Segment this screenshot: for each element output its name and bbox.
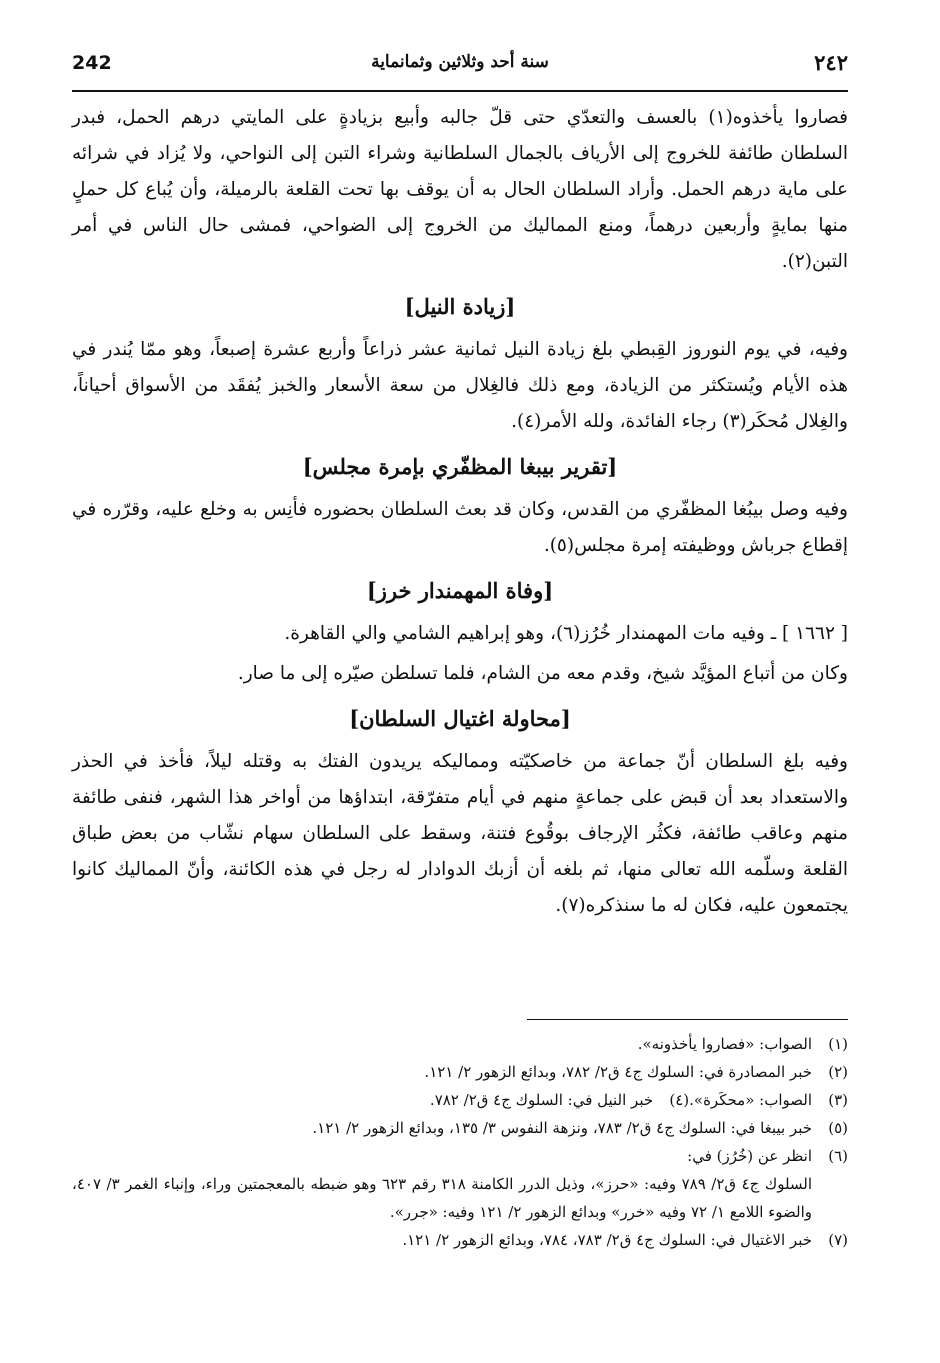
footnote-number: (٥) <box>828 1119 848 1137</box>
page-number-latin: 242 <box>72 52 112 74</box>
footnote-text: الصواب: «محكَرة». <box>689 1091 812 1109</box>
khurz-paragraph: وكان من أتباع المؤيَّد شيخ، وقدم معه من الشام، فلما تسلطن صيّره إلى ما صار. <box>237 663 848 684</box>
heading-nile: [زيادة النيل] <box>404 294 516 319</box>
footnote-number: (٢) <box>828 1063 848 1081</box>
baybugha-paragraph: وفيه وصل بيبُغا المظفّري من القدس، وكان قد بعث السلطان بحضوره فأنِس به وخلع عليه، وقرّره في إقطاع جرباش ووظيفته إمرة مجلس(٥). <box>72 499 848 556</box>
footnote-text: خبر المصادرة في: السلوك ج٤ ق٢/ ٧٨٢، وبدائع الزهور ٢/ ١٢١. <box>424 1063 812 1081</box>
main-text <box>72 100 848 924</box>
page-number-arabic: ٢٤٢ <box>814 50 848 75</box>
footnote-7 <box>72 1226 848 1254</box>
header-rule <box>72 90 848 92</box>
footnotes <box>72 1030 848 1254</box>
footnote-text: انظر عن (خُرُز) في: <box>687 1147 812 1165</box>
khurz-entry: [ ١٦٦٢ ] ـ وفيه مات المهمندار خُرُز(٦)، وهو إبراهيم الشامي والي القاهرة. <box>284 623 848 644</box>
footnote-number: (٣) <box>828 1091 848 1109</box>
footnote-text: خبر بيبغا في: السلوك ج٤ ق٢/ ٧٨٣، ونزهة النفوس ٣/ ١٣٥، وبدائع الزهور ٢/ ١٢١. <box>312 1119 812 1137</box>
footnote-number: (٦) <box>828 1147 848 1165</box>
footnote-text: الصواب: «فصاروا يأخذونه». <box>637 1035 812 1053</box>
footnote-2 <box>72 1058 848 1086</box>
page-header <box>72 52 848 86</box>
footnote-5 <box>72 1114 848 1142</box>
heading-assassination: [محاولة اغتيال السلطان] <box>349 706 571 731</box>
intro-paragraph: فصاروا يأخذوه(١) بالعسف والتعدّي حتى قلّ جالبه وأبيع بزيادةٍ على المايتي درهم الحمل، فبدر السلطان طائفة للخروج إلى الأرياف بالجمال السلطانية وشراء التبن إلى النواحي، ولا يُزاد في شرائه على ماية درهم الحمل. وأراد السلطان الحال به أن يوقف بها تحت القلعة بالرميلة، وأن يُباع كل حملٍ منها بمايةٍ وأربعين درهماً، ومنع المماليك من الخروج إلى الضواحي، فمشى حال الناس في أمر التبن(٢). <box>72 107 848 272</box>
footnote-1 <box>72 1030 848 1058</box>
heading-khurz: [وفاة المهمندار خرز] <box>366 578 554 603</box>
assassination-paragraph: وفيه بلغ السلطان أنّ جماعة من خاصكيّته ومماليكه يريدون الفتك به وقتله ليلاً، فأخذ في الحذر والاستعداد بعد أن قبض على جماعةٍ منهم في أيام متفرّقة، ابتداؤها من أواخر هذا الشهر، فنفى طائفة منهم وعاقب طائفة، فكثُر الإرجاف بوقُوع فتنة، وسقط على السلطان سهام نشّاب من بعض طباق القلعة وسلّمه الله تعالى منها، ثم بلغه أن أزبك الدوادار له رجل في هذه الكائنة، وأنّ المماليك كانوا يجتمعون عليه، فكان له ما سنذكره(٧). <box>72 751 848 916</box>
footnote-text: خبر الاغتيال في: السلوك ج٤ ق٢/ ٧٨٣، ٧٨٤، وبدائع الزهور ٢/ ١٢١. <box>402 1231 812 1249</box>
footnote-number: (٤) <box>669 1091 690 1109</box>
footnote-6-continuation: السلوك ج٤ ق٢/ ٧٨٩ وفيه: «حرز»، وذيل الدرر الكامنة ٣١٨ رقم ٦٢٣ وهو ضبطه بالمعجمتين وراء، وإنباء الغمر ٣/ ٤٠٧، والضوء اللامع ١/ ٧٢ وفيه «خرر» وبدائع الزهور ٢/ ١٢١ وفيه: «جرر». <box>72 1175 813 1221</box>
footnote-number: (٧) <box>828 1231 848 1249</box>
heading-baybugha: [تقرير بيبغا المظفّري بإمرة مجلس] <box>302 454 618 479</box>
footnote-6 <box>72 1142 848 1170</box>
footnote-3-4 <box>72 1086 848 1114</box>
nile-paragraph: وفيه، في يوم النوروز القِبطي بلغ زيادة النيل ثمانية عشر ذراعاً وأربع عشرة إصبعاً، وهو ممّا يُندر في هذه الأيام ويُستكثر من الزيادة، ومع ذلك فالغِلال من سعة الأسعار والخبز يُفقَد من الأسواق أحياناً، والغِلال مُحكَر(٣) رجاء الفائدة، ولله الأمر(٤). <box>72 339 848 432</box>
footnote-rule <box>527 1019 848 1020</box>
footnote-text: خبر النيل في: السلوك ج٤ ق٢/ ٧٨٢. <box>429 1091 654 1109</box>
running-title: سنة أحد وثلاثين وثمانماية <box>371 52 549 72</box>
footnote-number: (١) <box>828 1035 848 1053</box>
